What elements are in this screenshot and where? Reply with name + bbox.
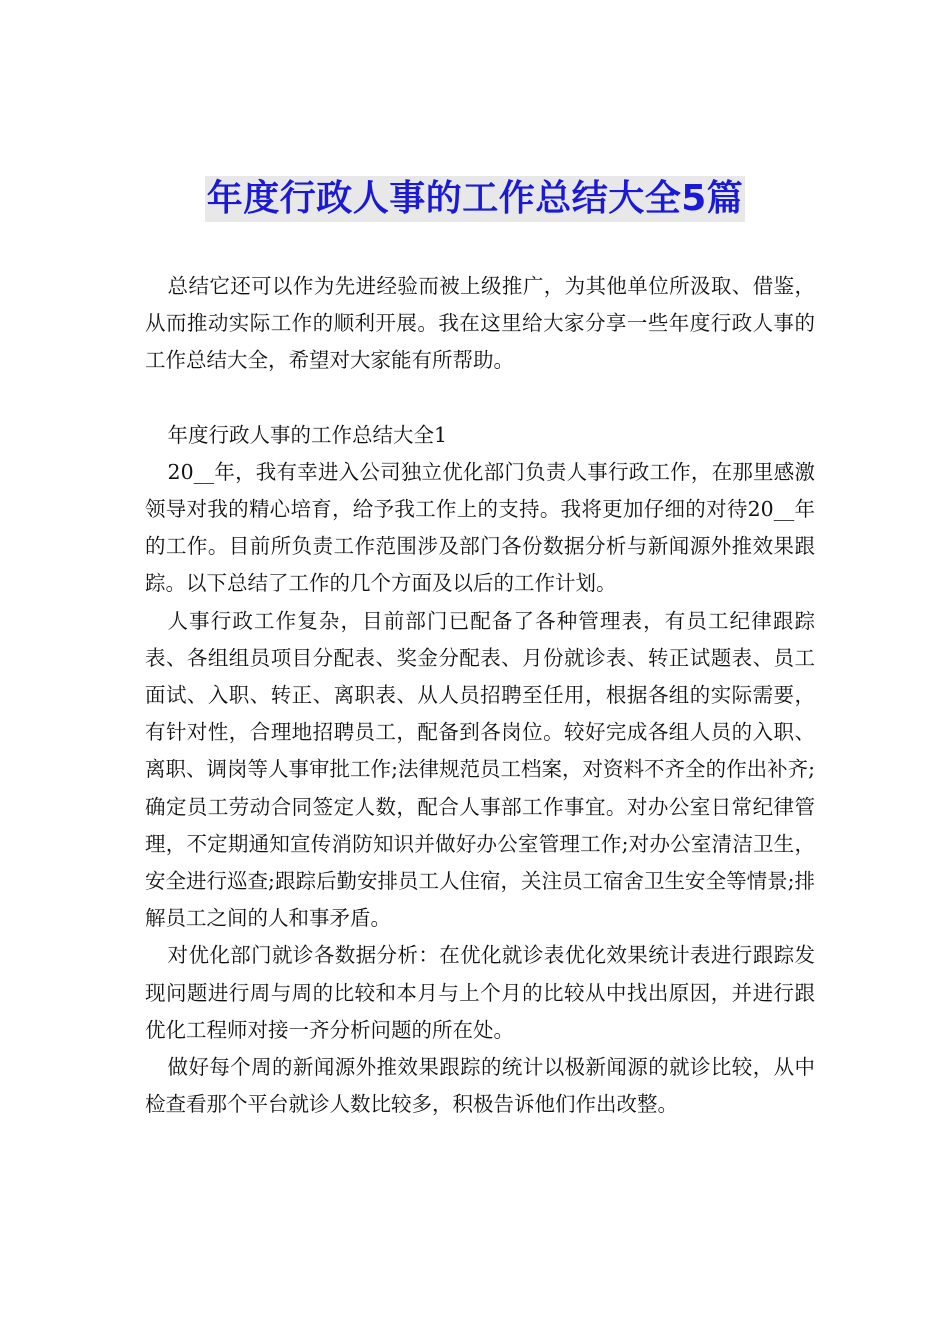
- body-paragraph-1: 20__年，我有幸进入公司独立优化部门负责人事行政工作，在那里感激领导对我的精心培育，给予我工作上的支持。我将更加仔细的对待20__年的工作。目前所负责工作范围涉及部门各份数据分析与新闻源外推效果跟踪。以下总结了工作的几个方面及以后的工作计划。: [145, 459, 815, 596]
- body-paragraph-4: 做好每个周的新闻源外推效果跟踪的统计以极新闻源的就诊比较，从中检查看那个平台就诊人数比较多，积极告诉他们作出改整。: [145, 1055, 815, 1117]
- document-body: [145, 268, 815, 1123]
- section-heading: 年度行政人事的工作总结大全1: [167, 422, 448, 447]
- body-paragraph-3: 对优化部门就诊各数据分析：在优化就诊表优化效果统计表进行跟踪发现问题进行周与周的比较和本月与上个月的比较从中找出原因，并进行跟优化工程师对接一齐分析问题的所在处。: [145, 943, 815, 1042]
- intro-paragraph: 总结它还可以作为先进经验而被上级推广，为其他单位所汲取、借鉴，从而推动实际工作的顺利开展。我在这里给大家分享一些年度行政人事的工作总结大全，希望对大家能有所帮助。: [145, 274, 815, 373]
- document-title: 年度行政人事的工作总结大全5篇: [205, 176, 746, 222]
- body-paragraph-2: 人事行政工作复杂，目前部门已配备了各种管理表，有员工纪律跟踪表、各组组员项目分配表、奖金分配表、月份就诊表、转正试题表、员工面试、入职、转正、离职表、从人员招聘至任用，根据各组的实际需要，有针对性，合理地招聘员工，配备到各岗位。较好完成各组人员的入职、离职、调岗等人事审批工作;法律规范员工档案，对资料不齐全的作出补齐;确定员工劳动合同签定人数，配合人事部工作事宜。对办公室日常纪律管理，不定期通知宣传消防知识并做好办公室管理工作;对办公室清洁卫生，安全进行巡查;跟踪后勤安排员工人住宿，关注员工宿舍卫生安全等情景;排解员工之间的人和事矛盾。: [145, 608, 815, 931]
- title-container: [0, 176, 950, 222]
- paragraph-spacer: [145, 380, 815, 417]
